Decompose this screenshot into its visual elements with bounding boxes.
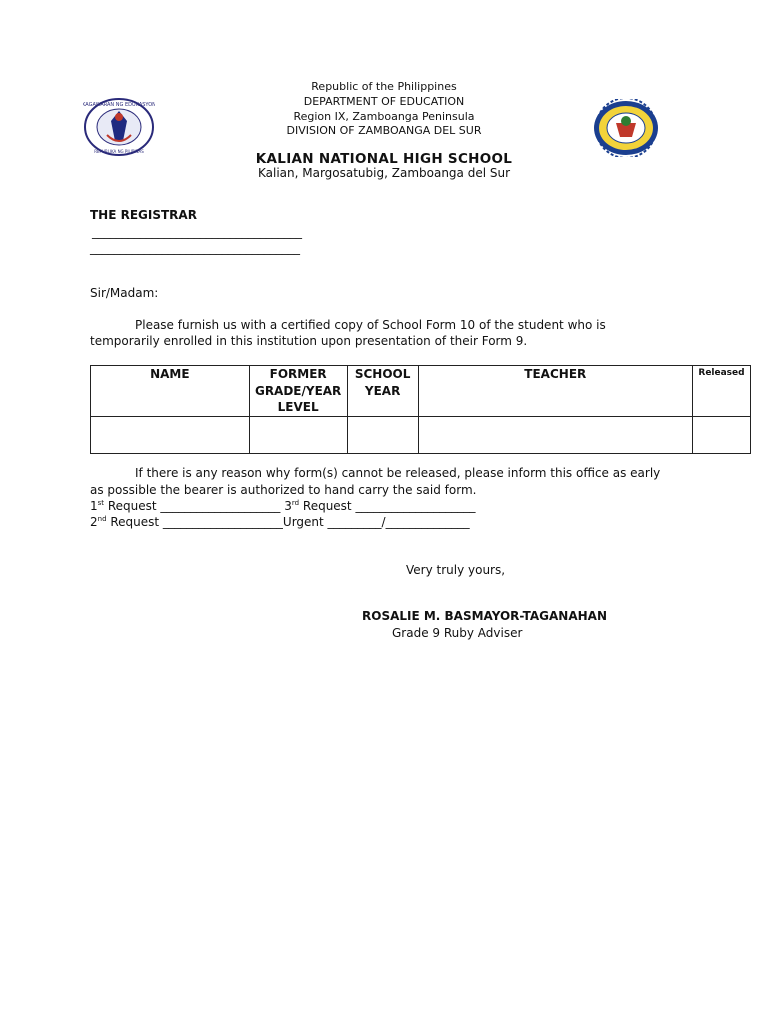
cell-former-grade[interactable] bbox=[249, 416, 347, 453]
table-row bbox=[91, 416, 751, 453]
school-seal-logo bbox=[592, 99, 660, 157]
closing: Very truly yours, bbox=[406, 563, 506, 577]
request-line-1 bbox=[90, 498, 475, 515]
signatory-name: ROSALIE M. BASMAYOR-TAGANAHAN bbox=[362, 609, 607, 623]
salutation: Sir/Madam: bbox=[90, 286, 159, 300]
third-request-suffix: rd bbox=[291, 499, 300, 507]
cell-name[interactable] bbox=[91, 416, 250, 453]
first-request-suffix: st bbox=[97, 499, 105, 507]
cell-teacher[interactable] bbox=[418, 416, 692, 453]
addressee-line-2: ___________________________________ bbox=[90, 241, 300, 255]
request-line-2 bbox=[90, 514, 470, 531]
second-request-number: 2 bbox=[90, 515, 98, 529]
addressee-line-1: ___________________________________ bbox=[92, 225, 302, 239]
third-request-number: 3 bbox=[284, 499, 292, 513]
cell-school-year[interactable] bbox=[347, 416, 418, 453]
paragraph-1-line-1: Please furnish us with a certified copy of School Form 10 of the student who is bbox=[135, 318, 606, 332]
header-name: NAME bbox=[91, 366, 250, 417]
header-school-year: SCHOOL YEAR bbox=[347, 366, 418, 417]
third-request-field[interactable]: Request ____________________ bbox=[299, 499, 476, 513]
school-name: KALIAN NATIONAL HIGH SCHOOL bbox=[255, 151, 513, 167]
request-table bbox=[90, 365, 751, 454]
cell-released[interactable] bbox=[692, 416, 750, 453]
division-line: DIVISION OF ZAMBOANGA DEL SUR bbox=[286, 124, 482, 137]
second-request-field[interactable]: Request ____________________Urgent _________/______________ bbox=[106, 515, 470, 529]
school-address: Kalian, Margosatubig, Zamboanga del Sur bbox=[257, 166, 511, 180]
header-released: Released bbox=[692, 366, 750, 417]
table-header-row bbox=[91, 366, 751, 417]
svg-text:REPUBLIKA NG PILIPINAS: REPUBLIKA NG PILIPINAS bbox=[94, 149, 144, 154]
region-line: Region IX, Zamboanga Peninsula bbox=[293, 110, 475, 123]
second-request-suffix: nd bbox=[97, 515, 107, 523]
header-teacher: TEACHER bbox=[418, 366, 692, 417]
first-request-field[interactable]: Request ____________________ bbox=[104, 499, 285, 513]
header-former-grade: FORMER GRADE/YEAR LEVEL bbox=[249, 366, 347, 417]
first-request-number: 1 bbox=[90, 499, 98, 513]
addressee-title: THE REGISTRAR bbox=[90, 208, 197, 222]
paragraph-2-line-1: If there is any reason why form(s) cannot be released, please inform this office as early bbox=[135, 466, 661, 480]
department-line: DEPARTMENT OF EDUCATION bbox=[303, 95, 465, 108]
paragraph-2-line-2: as possible the bearer is authorized to hand carry the said form. bbox=[90, 483, 477, 497]
svg-text:KAGAWARAN NG EDUKASYON: KAGAWARAN NG EDUKASYON bbox=[83, 102, 155, 108]
signatory-title: Grade 9 Ruby Adviser bbox=[392, 626, 523, 640]
deped-seal-logo bbox=[83, 97, 155, 157]
paragraph-1-line-2: temporarily enrolled in this institution upon presentation of their Form 9. bbox=[90, 334, 528, 348]
republic-line: Republic of the Philippines bbox=[311, 80, 457, 93]
